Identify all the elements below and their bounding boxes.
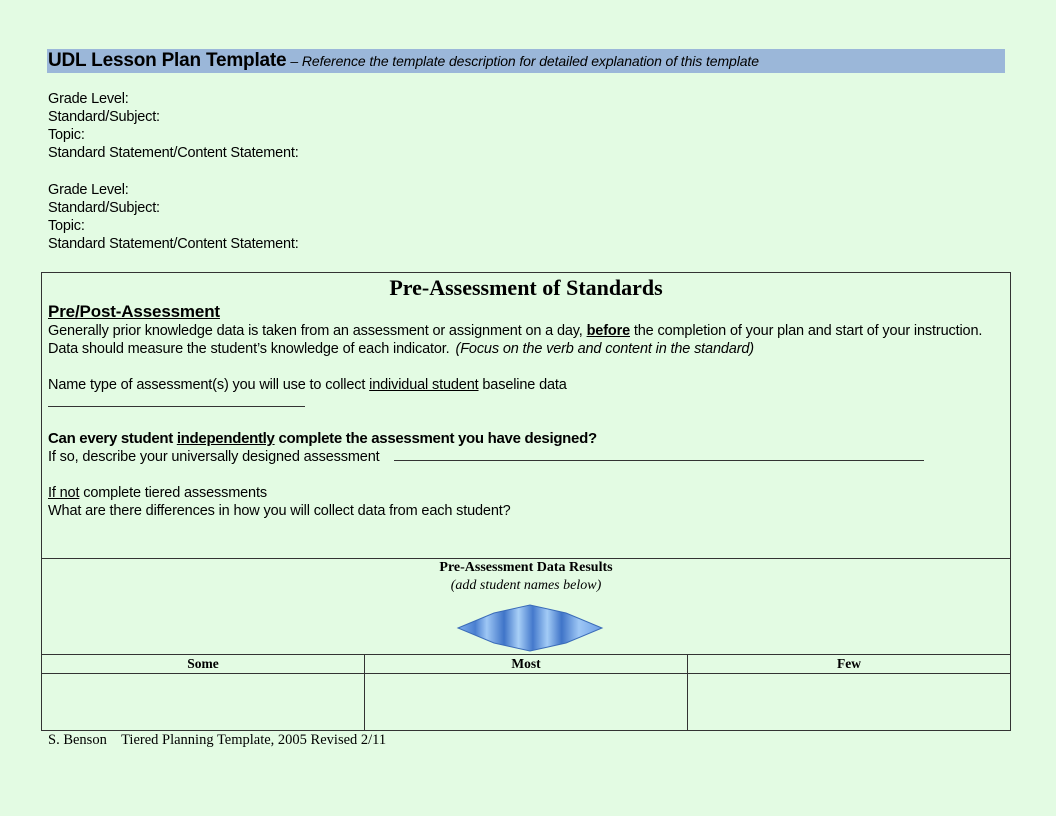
column-few: Few [837, 656, 861, 671]
differences-prompt: What are there differences in how you will collect data from each student? [48, 503, 511, 519]
standard-statement-label: Standard Statement/Content Statement: [48, 145, 299, 161]
standard-subject-label: Standard/Subject: [48, 200, 160, 216]
grade-level-label: Grade Level: [48, 91, 129, 107]
header-bar [47, 49, 1005, 73]
topic-label: Topic: [48, 218, 85, 234]
info-block-2 [48, 181, 299, 253]
pre-post-heading: Pre/Post-Assessment [48, 302, 220, 321]
focus-note: (Focus on the verb and content in the standard) [455, 341, 754, 357]
info-block-1 [48, 90, 299, 162]
topic-label: Topic: [48, 127, 85, 143]
pre-assessment-body [48, 302, 998, 520]
independence-question: Can every student independently complete the assessment you have designed? [48, 430, 597, 447]
columns-header-bottom-line [42, 673, 1010, 674]
footer-text: Tiered Planning Template, 2005 Revised 2/11 [121, 732, 387, 748]
results-divider [42, 558, 1010, 559]
double-headed-arrow-icon [456, 603, 604, 653]
name-type-prompt: Name type of assessment(s) you will use to collect individual student baseline data [48, 377, 567, 393]
column-divider-1 [364, 654, 365, 730]
data-measure-paragraph: Data should measure the student’s knowledge of each indicator. (Focus on the verb and content in the standard) [48, 341, 754, 357]
individual-student-emphasis: individual student [369, 377, 479, 393]
if-not-emphasis: If not [48, 485, 80, 501]
column-divider-2 [687, 654, 688, 730]
column-most: Most [511, 656, 541, 671]
footer-author: S. Benson [48, 732, 107, 748]
describe-assessment-blank-line[interactable] [394, 450, 924, 461]
results-title: Pre-Assessment Data Results [439, 560, 613, 575]
template-title: UDL Lesson Plan Template [48, 50, 287, 71]
grade-level-label: Grade Level: [48, 182, 129, 198]
prior-knowledge-paragraph: Generally prior knowledge data is taken from an assessment or assignment on a day, before the completion of your plan and start of your instruction. [48, 323, 983, 339]
independently-emphasis: independently [176, 430, 275, 447]
pre-assessment-box [41, 272, 1011, 731]
footer [48, 732, 386, 749]
pre-assessment-title: Pre-Assessment of Standards [389, 275, 663, 300]
column-some: Some [187, 656, 219, 671]
if-so-prompt: If so, describe your universally designed assessment [48, 448, 998, 466]
standard-statement-label: Standard Statement/Content Statement: [48, 236, 299, 252]
results-subtitle: (add student names below) [450, 578, 602, 593]
if-not-prompt: If not complete tiered assessments [48, 485, 267, 501]
assessment-name-blank-line[interactable] [48, 396, 305, 407]
before-emphasis: before [586, 323, 630, 339]
template-subtitle: – Reference the template description for detailed explanation of this template [290, 53, 759, 69]
standard-subject-label: Standard/Subject: [48, 109, 160, 125]
